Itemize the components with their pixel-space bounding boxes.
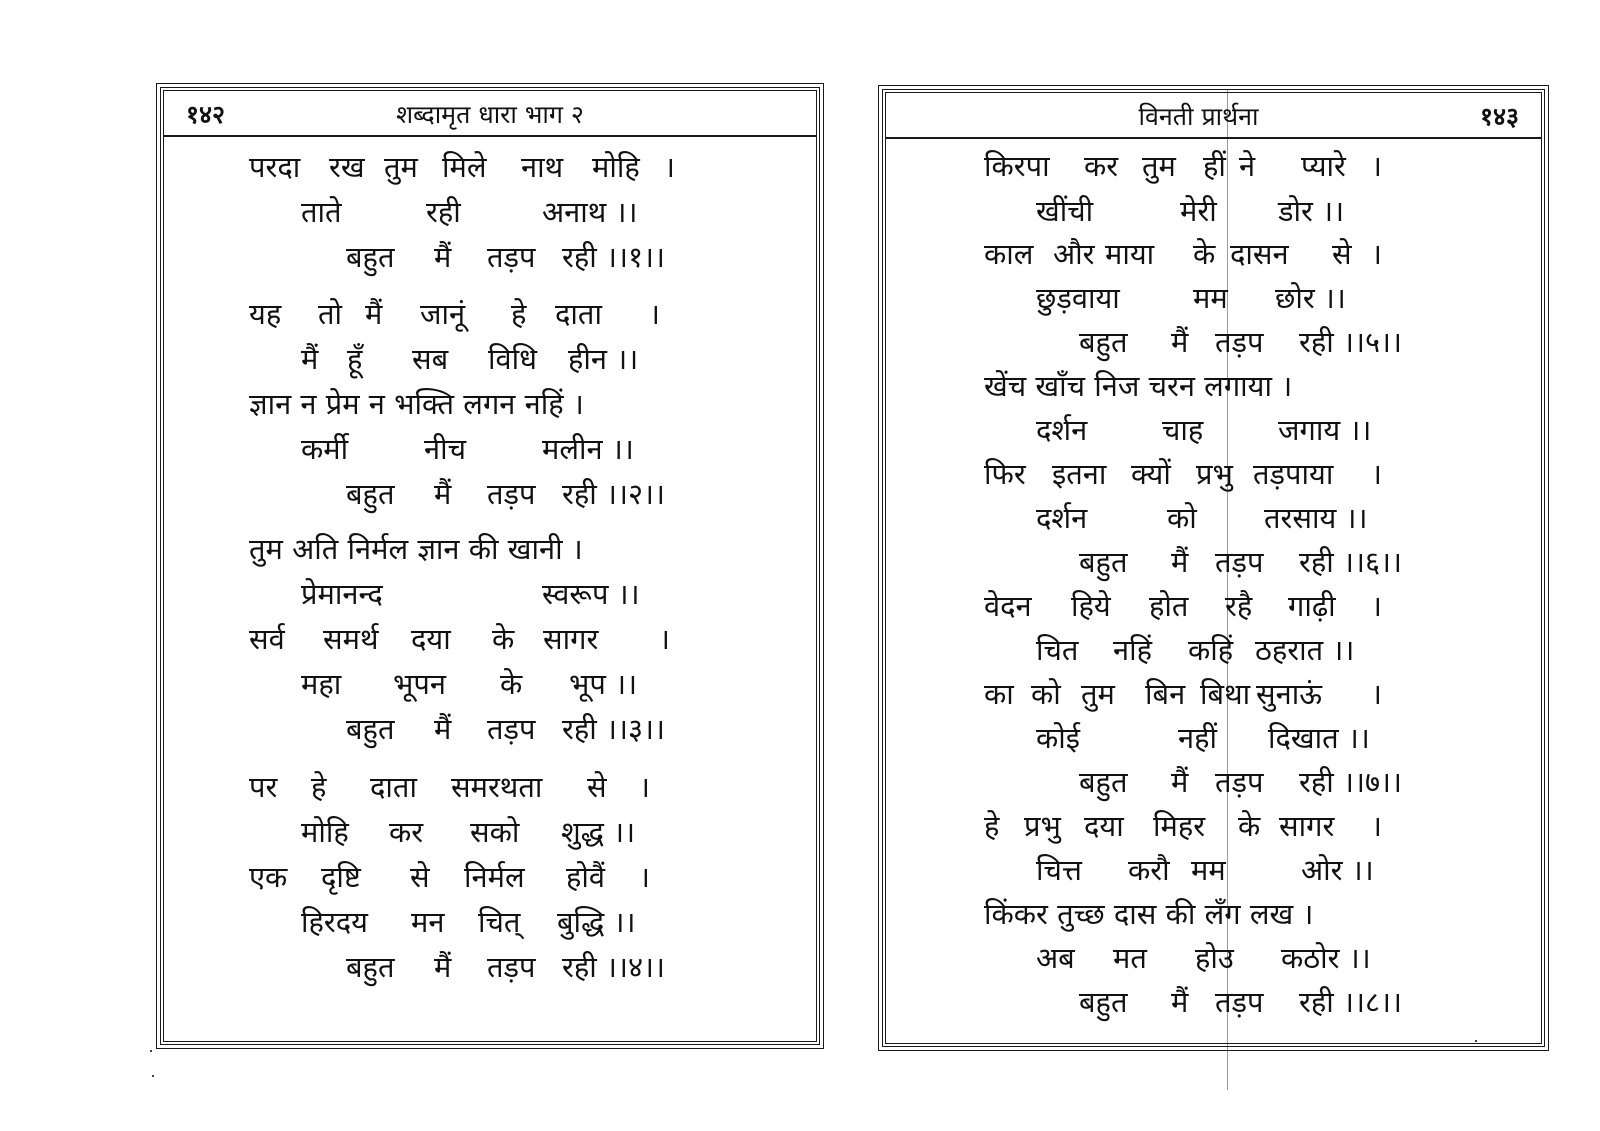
verse-word: तो [318, 297, 343, 331]
left-page-title: शब्दामृत धारा भाग २ [396, 100, 584, 129]
verse-word: मैं [365, 297, 383, 331]
scan-speck [1475, 1040, 1477, 1042]
verse-word: कर्मी [301, 432, 349, 466]
verse-word: दर्शन [1036, 501, 1088, 535]
verse-word: मम [1193, 281, 1228, 315]
verse-word: से [587, 770, 607, 804]
verse-word: रहै [1225, 589, 1253, 623]
verse-word: मम [1191, 853, 1226, 887]
right-page [882, 89, 1545, 1047]
verse-word: रही ।।६।। [1299, 545, 1403, 579]
verse-word: तुम [1142, 149, 1176, 183]
verse-word: । [639, 770, 650, 804]
verse-word: हे [511, 297, 527, 331]
verse-word: करौ [1128, 853, 1170, 887]
verse-word: रख [329, 150, 365, 184]
left-page-header [164, 91, 816, 137]
verse-word: ओर ।। [1301, 853, 1374, 887]
verse-word: छोर ।। [1275, 281, 1346, 315]
verse-word: खींची [1036, 194, 1094, 228]
verse-word: एक [249, 860, 288, 894]
verse-word: मिहर [1153, 809, 1206, 843]
verse-word: । [659, 622, 670, 656]
scan-speck [150, 1050, 152, 1052]
verse-word: तड़प [1215, 325, 1264, 359]
verse-word: मैं [301, 342, 319, 376]
verse-word: रही ।।२।। [562, 477, 666, 511]
verse-word: मैं [1171, 325, 1189, 359]
verse-word: सुनाऊं [1256, 677, 1322, 711]
verse-word: सको [470, 815, 520, 849]
verse-word: प्रभु [1196, 457, 1233, 491]
verse-word: दिखात ।। [1268, 721, 1370, 755]
verse-word: पर [249, 770, 278, 804]
verse-word: प्रेमानन्द [301, 577, 383, 611]
verse-word: तुम अति निर्मल ज्ञान की खानी । [249, 532, 583, 566]
verse-word: के [1193, 237, 1216, 271]
verse-word: और [1053, 237, 1095, 271]
verse-word: हिरदय [301, 905, 368, 939]
verse-word: दृष्टि [321, 860, 361, 894]
verse-word: के [1238, 809, 1261, 843]
verse-word: दर्शन [1036, 413, 1088, 447]
verse-word: नाथ [521, 150, 564, 184]
verse-word: मलीन ।। [542, 432, 634, 466]
verse-word: । [1371, 149, 1382, 183]
verse-word: कर [1084, 149, 1119, 183]
verse-word: अब [1036, 941, 1075, 975]
verse-word: तड़प [487, 240, 536, 274]
verse-word: चित [1036, 633, 1079, 667]
verse-word: से [410, 860, 430, 894]
verse-word: बहुत [1079, 325, 1128, 359]
verse-word: बहुत [346, 477, 395, 511]
left-page-number: १४२ [186, 100, 226, 129]
verse-word: मैं [434, 240, 452, 274]
verse-word: होउ [1195, 941, 1234, 975]
verse-word: हीन ।। [568, 342, 639, 376]
verse-word: बहुत [346, 950, 395, 984]
verse-word: तुम [1081, 677, 1115, 711]
verse-word: समरथता [451, 770, 543, 804]
verse-word: अनाथ ।। [542, 195, 638, 229]
verse-word: ठहरात ।। [1255, 633, 1355, 667]
verse-word: । [649, 297, 660, 331]
verse-word: प्रभु [1024, 809, 1061, 843]
verse-word: मन [411, 905, 445, 939]
verse-word: ताते [301, 195, 342, 229]
verse-word: मैं [1171, 765, 1189, 799]
verse-word: प्यारे [1301, 149, 1346, 183]
verse-word: के [492, 622, 515, 656]
verse-word: मेरी [1180, 194, 1217, 228]
verse-word: रही ।।७।। [1299, 765, 1403, 799]
verse-word: तड़प [1215, 765, 1264, 799]
verse-word: सागर [543, 622, 599, 656]
verse-word: तड़प [487, 477, 536, 511]
verse-word: तड़प [1215, 985, 1264, 1019]
verse-word: मोहि [301, 815, 349, 849]
left-page [160, 87, 820, 1045]
verse-word: तड़प [487, 712, 536, 746]
verse-word: छुड़वाया [1036, 281, 1120, 315]
verse-word: रही ।।५।। [1299, 325, 1403, 359]
verse-word: परदा [249, 150, 301, 184]
verse-word: दाता [555, 297, 602, 331]
verse-word: जानूं [420, 297, 466, 331]
verse-word: मोहि [592, 150, 640, 184]
verse-word: से [1332, 237, 1352, 271]
verse-word: कहिं [1188, 633, 1234, 667]
verse-word: रही ।।१।। [562, 240, 666, 274]
verse-word: । [1371, 809, 1382, 843]
verse-word: बहुत [346, 712, 395, 746]
verse-word: बहुत [1079, 545, 1128, 579]
right-page-number: १४३ [1479, 102, 1519, 131]
verse-word: हे [984, 809, 1000, 843]
verse-word: भूप ।। [569, 667, 638, 701]
right-page-title: विनती प्रार्थना [1138, 102, 1259, 131]
verse-word: मैं [1171, 545, 1189, 579]
verse-word: सर्व [249, 622, 285, 656]
verse-word: चित् [478, 905, 521, 939]
verse-word: कठोर ।। [1281, 941, 1371, 975]
verse-word: मैं [434, 950, 452, 984]
verse-word: । [1371, 457, 1382, 491]
verse-word: । [1371, 589, 1382, 623]
verse-word: बहुत [346, 240, 395, 274]
verse-word: बिथा [1200, 677, 1251, 711]
verse-word: सब [412, 342, 449, 376]
verse-word: । [639, 860, 650, 894]
verse-word: किरपा [984, 149, 1050, 183]
verse-word: फिर [984, 457, 1026, 491]
verse-word: रही ।।३।। [562, 712, 666, 746]
verse-word: मैं [434, 477, 452, 511]
verse-word: नहीं [1178, 721, 1218, 755]
verse-word: मैं [434, 712, 452, 746]
verse-word: तुम [384, 150, 418, 184]
verse-word: होवैं [566, 860, 606, 894]
verse-word: रही [426, 195, 461, 229]
verse-word: होत [1149, 589, 1189, 623]
verse-word: का [984, 677, 1014, 711]
verse-word: महा [301, 667, 342, 701]
verse-word: सागर [1279, 809, 1335, 843]
scan-speck [152, 1075, 154, 1077]
verse-word: दया [1084, 809, 1124, 843]
verse-word: हूँ [347, 342, 363, 376]
verse-word: ने [1239, 149, 1256, 183]
verse-word: चित्त [1036, 853, 1082, 887]
verse-word: निर्मल [464, 860, 525, 894]
verse-word: भूपन [393, 667, 446, 701]
verse-word: डोर ।। [1278, 194, 1345, 228]
verse-word: विधि [488, 342, 537, 376]
verse-word: माया [1105, 237, 1155, 271]
verse-word: काल [984, 237, 1034, 271]
verse-word: रही ।।८।। [1299, 985, 1403, 1019]
verse-word: चाह [1162, 413, 1204, 447]
verse-word: बहुत [1079, 765, 1128, 799]
verse-word: स्वरूप ।। [542, 577, 640, 611]
verse-word: बुद्धि ।। [557, 905, 636, 939]
verse-word: इतना [1052, 457, 1107, 491]
verse-word: बिन [1145, 677, 1186, 711]
verse-word: वेदन [984, 589, 1032, 623]
verse-word: जगाय ।। [1278, 413, 1372, 447]
verse-word: नहिं [1113, 633, 1153, 667]
verse-word: को [1167, 501, 1197, 535]
verse-word: के [500, 667, 523, 701]
verse-word: शुद्ध ।। [561, 815, 636, 849]
verse-word: गाढ़ी [1288, 589, 1336, 623]
verse-word: कर [389, 815, 424, 849]
verse-word: तड़पाया [1253, 457, 1334, 491]
verse-word: बहुत [1079, 985, 1128, 1019]
verse-word: खेंच खाँच निज चरन लगाया । [984, 369, 1293, 403]
verse-word: क्यों [1131, 457, 1171, 491]
verse-word: हे [311, 770, 327, 804]
verse-word: ज्ञान न प्रेम न भक्ति लगन नहिं । [249, 387, 584, 421]
verse-word: दया [411, 622, 451, 656]
verse-word: रही ।।४।। [562, 950, 666, 984]
verse-word: मिले [442, 150, 487, 184]
verse-word: । [664, 150, 675, 184]
verse-word: हीं [1203, 149, 1226, 183]
verse-word: यह [249, 297, 282, 331]
verse-word: मत [1113, 941, 1147, 975]
verse-word: तड़प [487, 950, 536, 984]
verse-word: । [1371, 237, 1382, 271]
verse-word: कोई [1036, 721, 1081, 755]
verse-word: दासन [1230, 237, 1289, 271]
verse-word: दाता [370, 770, 417, 804]
verse-word: नीच [424, 432, 467, 466]
verse-word: हिये [1071, 589, 1111, 623]
verse-word: समर्थ [323, 622, 379, 656]
verse-word: तरसाय ।। [1264, 501, 1368, 535]
verse-word: किंकर तुच्छ दास की लँग लख । [984, 897, 1314, 931]
verse-word: मैं [1171, 985, 1189, 1019]
verse-word: । [1371, 677, 1382, 711]
right-page-header [886, 93, 1541, 139]
verse-word: को [1031, 677, 1061, 711]
verse-word: तड़प [1215, 545, 1264, 579]
